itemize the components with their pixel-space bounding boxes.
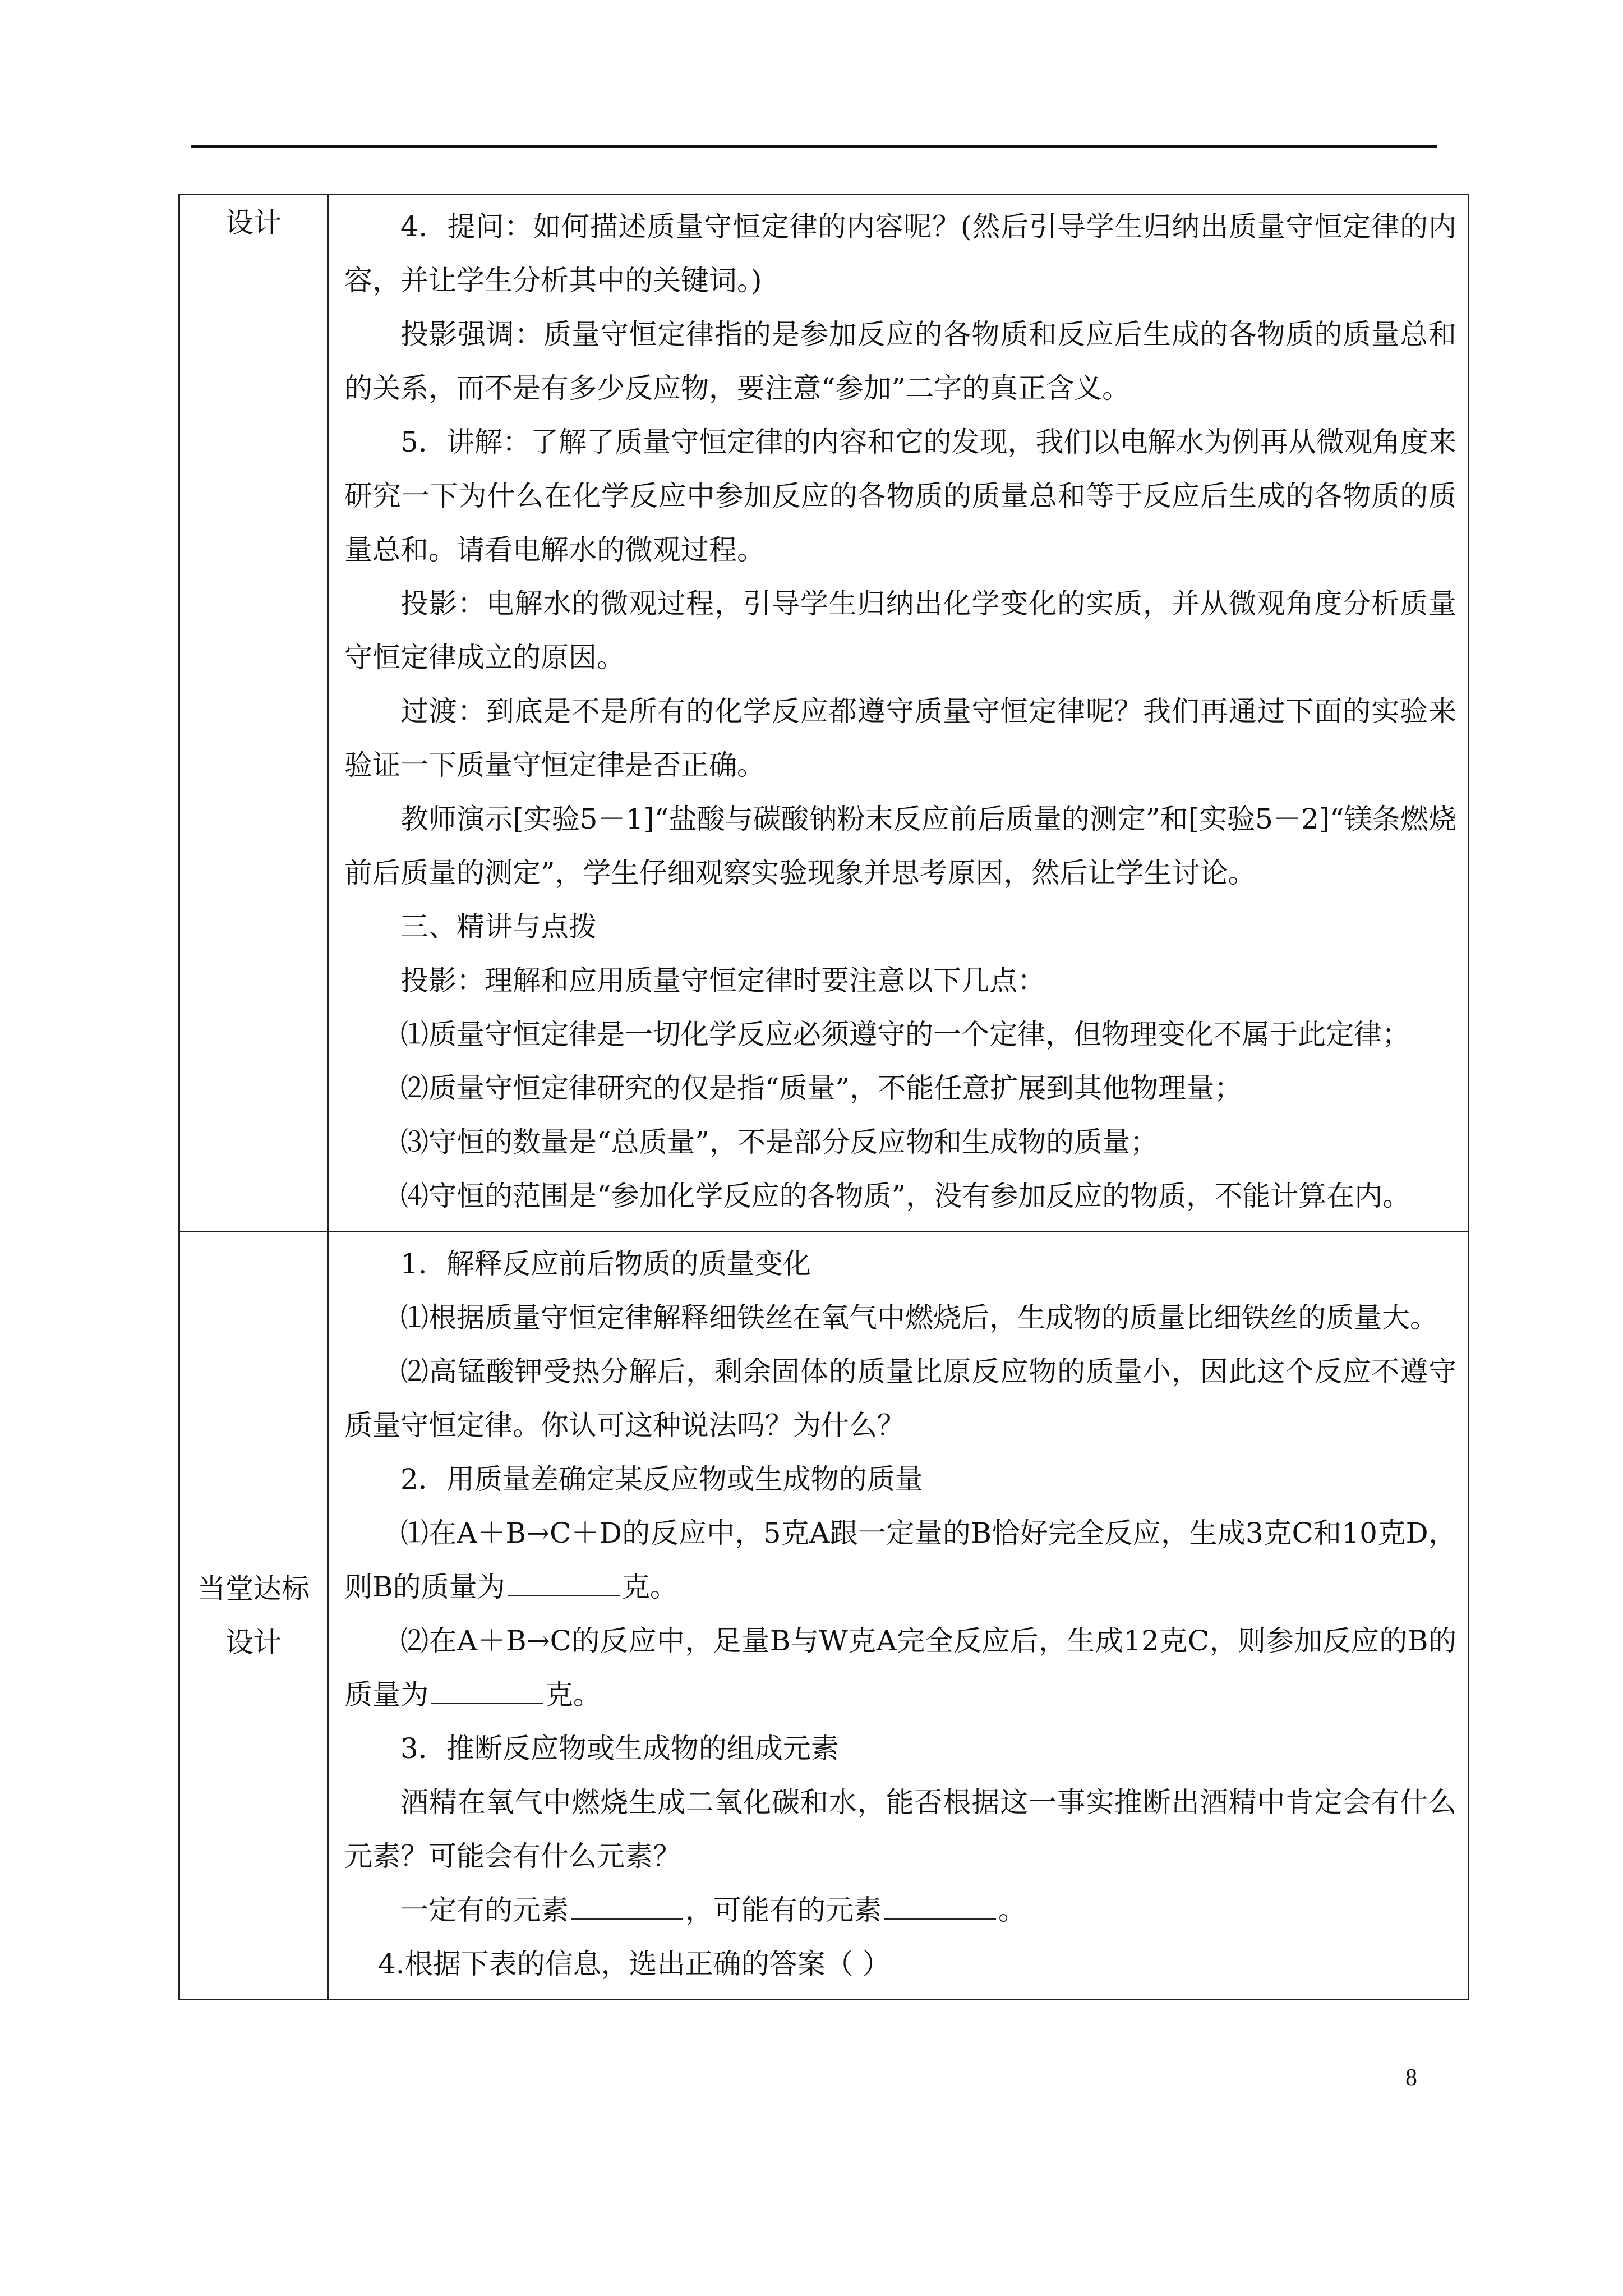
answer-blank[interactable] [571, 1912, 683, 1920]
assessment-content-cell [328, 1232, 1469, 2000]
list-item: ⑷守恒的范围是“参加化学反应的各物质”，没有参加反应的物质，不能计算在内。 [400, 1180, 1411, 1212]
row-label-cell [179, 195, 328, 1232]
question-text: ⑵在A＋B→C的反应中，足量B与W克A完全反应后，生成12克C，则参加反应的B的质量为 [344, 1625, 1456, 1711]
row-label-line1: 当堂达标 [197, 1572, 310, 1605]
answer-blank[interactable] [508, 1589, 620, 1596]
list-item: ⑵质量守恒定律研究的仅是指“质量”，不能任意扩展到其他物理量； [400, 1072, 1243, 1105]
question-text-end: 克。 [621, 1571, 678, 1603]
question-text-end: 克。 [545, 1678, 601, 1711]
question-text: ⑴在A＋B→C＋D的反应中，5克A跟一定量的B恰好完全反应，生成3克C和10克D，则B的质量为 [344, 1517, 1456, 1603]
list-item: ⑶守恒的数量是“总质量”，不是部分反应物和生成物的质量； [400, 1126, 1159, 1158]
paragraph: 5．讲解：了解了质量守恒定律的内容和它的发现，我们以电解水为例再从微观角度来研究一下为什么在化学反应中参加反应的各物质的质量总和等于反应后生成的各物质的质量总和。请看电解水的微观过程。 [344, 426, 1456, 566]
answer-end: 。 [998, 1894, 1026, 1926]
question-heading: 2．用质量差确定某反应物或生成物的质量 [400, 1463, 923, 1496]
question-item: ⑵高锰酸钾受热分解后，剩余固体的质量比原反应物的质量小，因此这个反应不遵守质量守恒定律。你认可这种说法吗？为什么？ [344, 1355, 1456, 1442]
paragraph: 投影：电解水的微观过程，引导学生归纳出化学变化的实质，并从微观角度分析质量守恒定律成立的原因。 [344, 587, 1456, 674]
paragraph: 投影强调：质量守恒定律指的是参加反应的各物质和反应后生成的各物质的质量总和的关系，而不是有多少反应物，要注意“参加”二字的真正含义。 [344, 318, 1456, 404]
question-heading: 1．解释反应前后物质的质量变化 [400, 1248, 811, 1280]
question-item [344, 1614, 1456, 1722]
question-heading: 4.根据下表的信息，选出正确的答案（ ） [378, 1948, 891, 1980]
design-content-cell [328, 195, 1469, 1232]
page-number: 8 [1405, 2065, 1417, 2091]
question-item: 酒精在氧气中燃烧生成二氧化碳和水，能否根据这一事实推断出酒精中肯定会有什么元素？可能会有什么元素？ [344, 1786, 1456, 1872]
paragraph: 投影：理解和应用质量守恒定律时要注意以下几点： [400, 964, 1045, 997]
answer-label-certain: 一定有的元素 [400, 1894, 569, 1926]
paragraph: 过渡：到底是不是所有的化学反应都遵守质量守恒定律呢？我们再通过下面的实验来验证一下质量守恒定律是否正确。 [344, 695, 1456, 781]
question-item [344, 1506, 1456, 1614]
answer-line [344, 1883, 1456, 1937]
question-heading: 3．推断反应物或生成物的组成元素 [400, 1732, 839, 1765]
row-label-cell [179, 1232, 328, 2000]
section-heading: 三、精讲与点拨 [400, 910, 597, 943]
header-rule [191, 145, 1437, 148]
paragraph: 教师演示[实验5－1]“盐酸与碳酸钠粉末反应前后质量的测定”和[实验5－2]“镁条燃烧前后质量的测定”，学生仔细观察实验现象并思考原因，然后让学生讨论。 [344, 803, 1456, 889]
answer-blank[interactable] [431, 1697, 543, 1704]
answer-blank[interactable] [884, 1912, 996, 1920]
table-row-assessment [179, 1232, 1469, 2000]
row-label-line2: 设计 [225, 1626, 282, 1659]
list-item: ⑴质量守恒定律是一切化学反应必须遵守的一个定律，但物理变化不属于此定律； [400, 1018, 1410, 1051]
row-label: 设计 [225, 206, 282, 239]
table-row-design [179, 195, 1469, 1232]
lesson-plan-table [178, 194, 1469, 2000]
answer-label-possible: ，可能有的元素 [685, 1894, 882, 1926]
paragraph: 4．提问：如何描述质量守恒定律的内容呢？(然后引导学生归纳出质量守恒定律的内容，并让学生分析其中的关键词。) [344, 210, 1456, 297]
question-item: ⑴根据质量守恒定律解释细铁丝在氧气中燃烧后，生成物的质量比细铁丝的质量大。 [400, 1301, 1438, 1334]
